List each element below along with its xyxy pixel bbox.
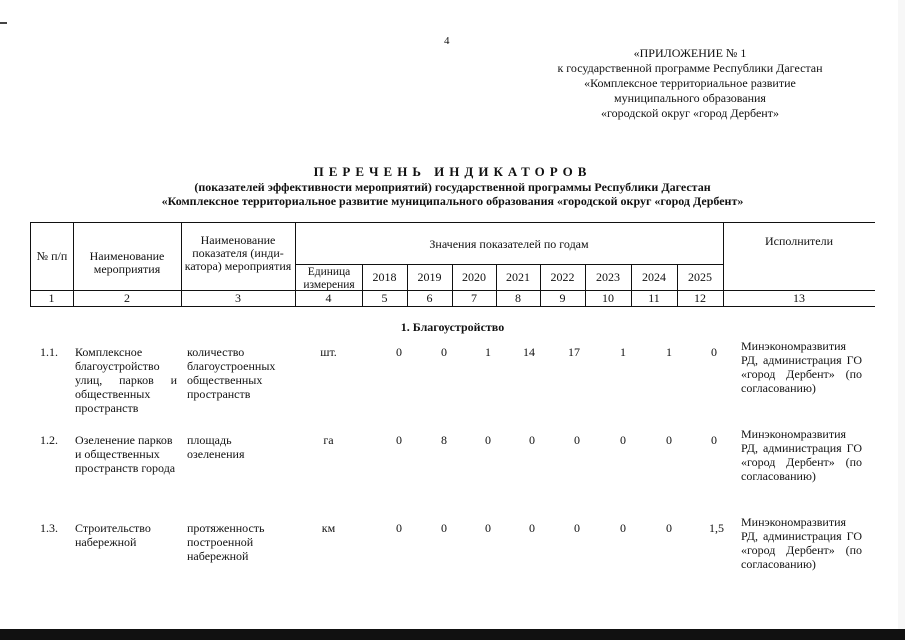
column-number: 4	[325, 291, 332, 305]
row-unit: га	[323, 433, 334, 447]
row-value: 17	[568, 345, 580, 359]
row-executor: Минэкономразвития РД, администрация ГО «город Дербент» (по согласованию)	[741, 427, 862, 483]
annex-line: «городской округ «город Дербент»	[601, 106, 779, 120]
row-value: 0	[574, 433, 580, 447]
column-number: 12	[694, 291, 706, 305]
row-value: 1,5	[709, 521, 724, 535]
row-unit: км	[321, 521, 336, 535]
header-indicator: Наименование показателя (инди-катора) мероприятия	[184, 233, 292, 273]
row-value: 8	[441, 433, 447, 447]
row-event: Комплексное благоустройство улиц, парков и общественных пространств	[75, 345, 177, 415]
row-value: 0	[620, 433, 626, 447]
row-value: 0	[666, 433, 672, 447]
row-number: 1.1.	[40, 345, 58, 359]
document-title: ПЕРЕЧЕНЬ ИНДИКАТОРОВ	[313, 164, 592, 179]
page-number: 4	[444, 35, 450, 47]
header-event: Наименование мероприятия	[89, 249, 165, 276]
row-indicator: количество благоустроенных общественных пространств	[187, 345, 276, 401]
scan-edge-mark	[0, 22, 7, 24]
row-indicator: протяженность построенной набережной	[187, 521, 265, 563]
row-value: 0	[620, 521, 626, 535]
column-number: 1	[48, 291, 55, 305]
row-executor: Минэкономразвития РД, администрация ГО «город Дербент» (по согласованию)	[741, 339, 862, 395]
row-value: 14	[523, 345, 535, 359]
row-value: 0	[485, 433, 491, 447]
header-values-by-year: Значения показателей по годам	[429, 237, 589, 251]
row-indicator: площадь озеленения	[187, 433, 245, 461]
table-border	[295, 264, 723, 265]
row-value: 0	[711, 345, 717, 359]
row-value: 0	[529, 433, 535, 447]
header-unit: Единица измерения	[303, 266, 355, 291]
row-unit: шт.	[320, 345, 337, 359]
header-year: 2018	[372, 270, 397, 284]
column-number: 5	[381, 291, 388, 305]
header-year: 2019	[417, 270, 442, 284]
row-number: 1.2.	[40, 433, 58, 447]
row-value: 0	[485, 521, 491, 535]
row-number: 1.3.	[40, 521, 58, 535]
row-value: 1	[666, 345, 672, 359]
header-year: 2020	[462, 270, 486, 284]
annex-line: «Комплексное территориальное развитие	[584, 76, 796, 90]
column-number: 7	[471, 291, 477, 305]
row-value: 1	[620, 345, 626, 359]
header-executors: Исполнители	[764, 234, 834, 248]
document-subtitle: (показателей эффективности мероприятий) государственной программы Республики Дагестан	[194, 180, 711, 194]
header-year: 2023	[596, 270, 620, 284]
row-value: 0	[666, 521, 672, 535]
row-event: Строительство набережной	[75, 521, 151, 549]
header-num: № п/п	[36, 249, 68, 263]
row-event: Озеленение парков и общественных пространств города	[75, 433, 176, 475]
table-border	[30, 222, 875, 223]
header-year: 2022	[550, 270, 575, 284]
row-value: 0	[574, 521, 580, 535]
header-year: 2021	[506, 270, 530, 284]
row-value: 1	[485, 345, 491, 359]
column-number: 8	[515, 291, 521, 305]
section-heading: 1. Благоустройство	[400, 320, 505, 334]
column-number: 2	[124, 291, 130, 305]
annex-line: «ПРИЛОЖЕНИЕ № 1	[633, 46, 747, 60]
column-number: 3	[235, 291, 241, 305]
row-value: 0	[396, 433, 402, 447]
column-number: 6	[426, 291, 433, 305]
row-value: 0	[441, 521, 447, 535]
column-number: 9	[559, 291, 566, 305]
scan-bottom-edge	[0, 629, 905, 640]
annex-line: к государственной программе Республики Дагестан	[557, 61, 823, 75]
column-number: 11	[648, 291, 660, 305]
annex-line: муниципального образования	[614, 91, 766, 105]
header-year: 2024	[642, 270, 666, 284]
document-subtitle: «Комплексное территориальное развитие муниципального образования «городской округ «город Дербент»	[161, 194, 744, 208]
annex-header	[520, 46, 860, 121]
row-value: 0	[396, 345, 402, 359]
row-value: 0	[441, 345, 447, 359]
column-number: 10	[602, 291, 614, 305]
header-year: 2025	[688, 270, 712, 284]
column-number: 13	[793, 291, 805, 305]
row-value: 0	[711, 433, 717, 447]
row-value: 0	[529, 521, 535, 535]
row-value: 0	[396, 521, 402, 535]
table-border	[30, 306, 875, 307]
row-executor: Минэкономразвития РД, администрация ГО «город Дербент» (по согласованию)	[741, 515, 862, 571]
